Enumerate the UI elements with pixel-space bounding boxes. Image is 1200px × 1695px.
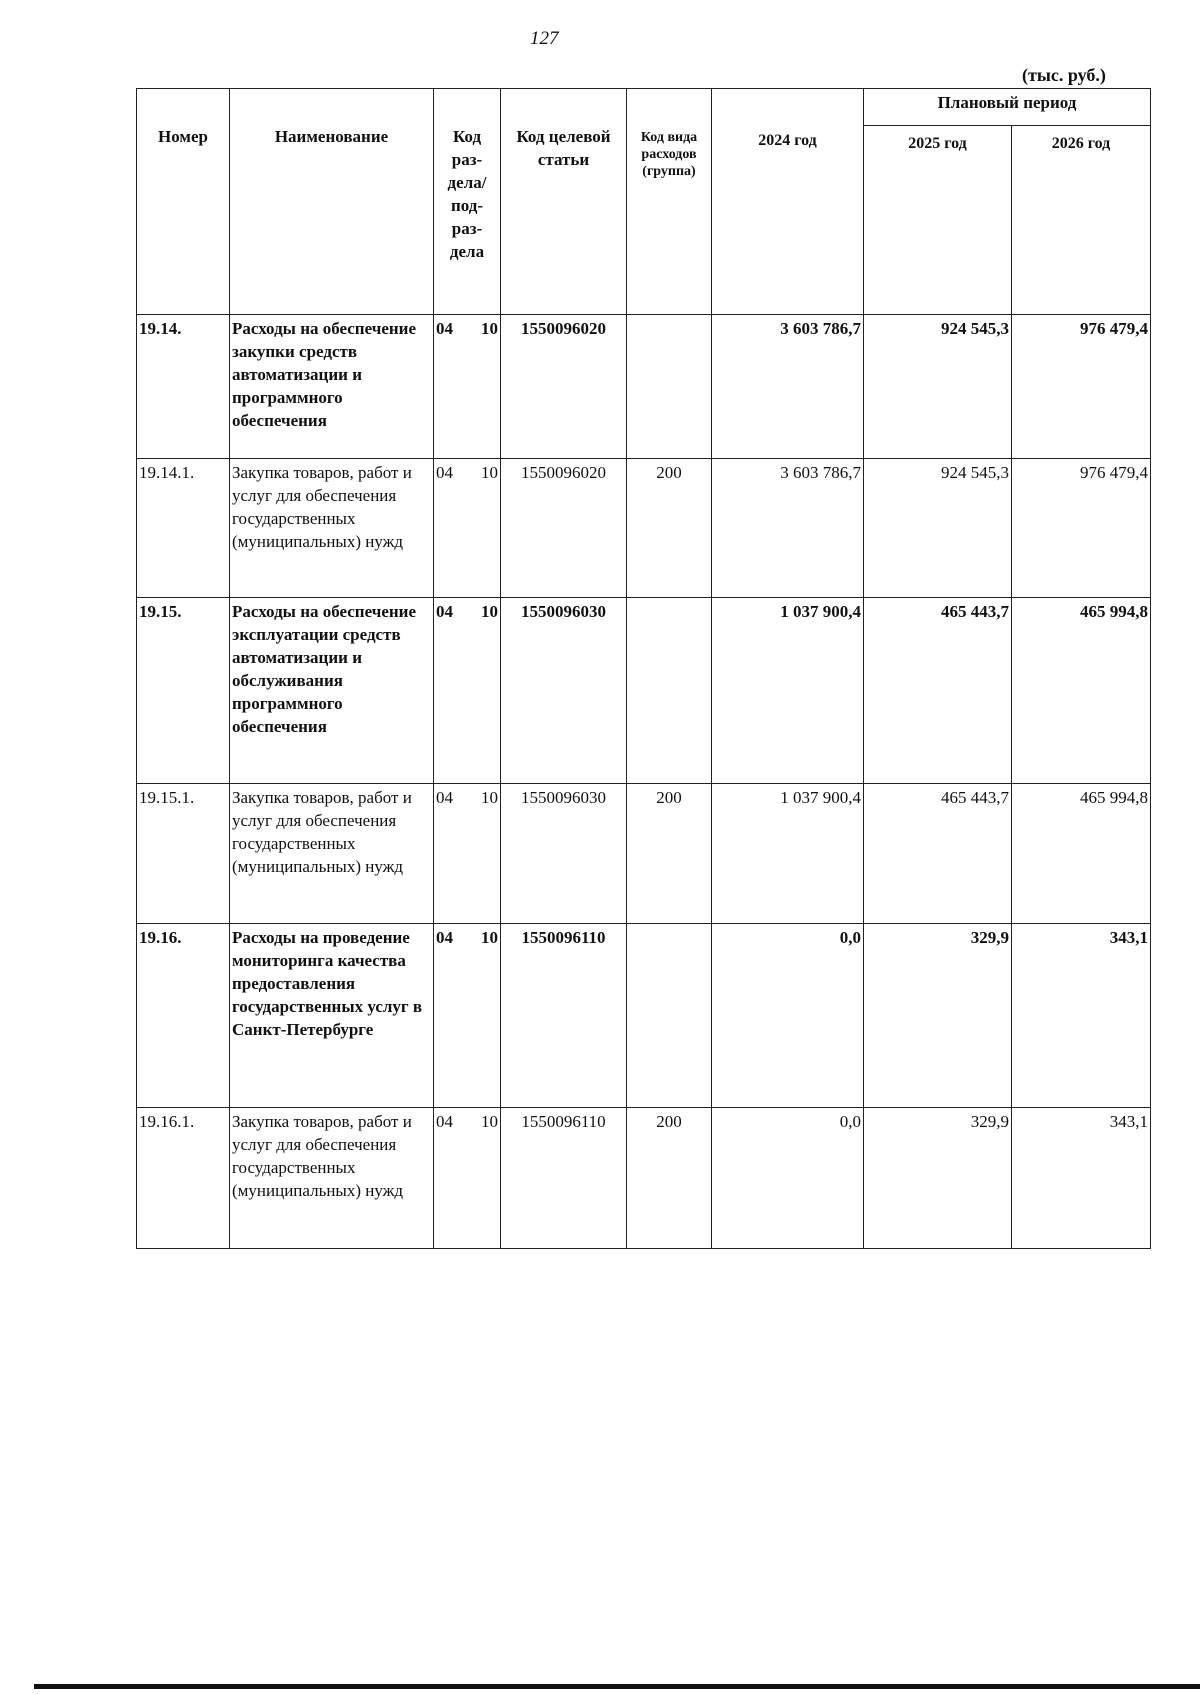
- units-label: (тыс. руб.): [1022, 65, 1106, 85]
- header-2024: 2024 год: [712, 89, 864, 315]
- row-name: Закупка товаров, работ и услуг для обеспечения государственных (муниципальных) нужд: [230, 1108, 434, 1249]
- header-planned-period: Плановый период: [864, 89, 1151, 126]
- row-name: Расходы на обеспечение эксплуатации средств автоматизации и обслуживания программного обеспечения: [230, 598, 434, 784]
- row-2026: 343,1: [1012, 924, 1151, 1108]
- row-name: Расходы на проведение мониторинга качества предоставления государственных услуг в Санкт-Петербурге: [230, 924, 434, 1108]
- row-section-code: 04 10: [434, 459, 501, 598]
- row-target-code: 1550096110: [501, 924, 627, 1108]
- row-name: Закупка товаров, работ и услуг для обеспечения государственных (муниципальных) нужд: [230, 784, 434, 924]
- header-target-code: Код целевой статьи: [501, 89, 627, 315]
- row-name: Расходы на обеспечение закупки средств автоматизации и программного обеспечения: [230, 315, 434, 459]
- header-number: Номер: [137, 89, 230, 315]
- row-section-code: 04 10: [434, 924, 501, 1108]
- row-number: 19.16.: [137, 924, 230, 1108]
- row-2024: 1 037 900,4: [712, 784, 864, 924]
- header-2025: 2025 год: [864, 126, 1012, 315]
- header-expense-type: Код вида расходов (группа): [627, 89, 712, 315]
- row-2024: 3 603 786,7: [712, 459, 864, 598]
- row-target-code: 1550096110: [501, 1108, 627, 1249]
- table-row: [137, 315, 1151, 459]
- row-target-code: 1550096030: [501, 598, 627, 784]
- table-row: [137, 924, 1151, 1108]
- row-target-code: 1550096030: [501, 784, 627, 924]
- row-number: 19.15.: [137, 598, 230, 784]
- scan-edge-divider: [34, 1684, 1200, 1689]
- row-name: Закупка товаров, работ и услуг для обеспечения государственных (муниципальных) нужд: [230, 459, 434, 598]
- row-2026: 465 994,8: [1012, 598, 1151, 784]
- budget-table: [136, 88, 1151, 1249]
- row-2026: 976 479,4: [1012, 459, 1151, 598]
- page-number: 127: [530, 28, 559, 49]
- row-expense-type: 200: [627, 459, 712, 598]
- row-expense-type: 200: [627, 784, 712, 924]
- row-number: 19.14.: [137, 315, 230, 459]
- row-expense-type: [627, 315, 712, 459]
- row-2026: 465 994,8: [1012, 784, 1151, 924]
- header-name: Наименование: [230, 89, 434, 315]
- header-section-code: Код раз-дела/ под-раз-дела: [434, 89, 501, 315]
- row-target-code: 1550096020: [501, 315, 627, 459]
- row-number: 19.15.1.: [137, 784, 230, 924]
- row-expense-type: [627, 598, 712, 784]
- row-2026: 976 479,4: [1012, 315, 1151, 459]
- table-row: [137, 459, 1151, 598]
- row-section-code: 04 10: [434, 784, 501, 924]
- row-2024: 0,0: [712, 924, 864, 1108]
- row-2024: 0,0: [712, 1108, 864, 1249]
- row-2025: 329,9: [864, 1108, 1012, 1249]
- table-row: [137, 598, 1151, 784]
- row-2025: 329,9: [864, 924, 1012, 1108]
- row-expense-type: 200: [627, 1108, 712, 1249]
- row-section-code: 04 10: [434, 315, 501, 459]
- row-2024: 3 603 786,7: [712, 315, 864, 459]
- row-2025: 465 443,7: [864, 784, 1012, 924]
- row-2025: 924 545,3: [864, 315, 1012, 459]
- row-2025: 465 443,7: [864, 598, 1012, 784]
- header-2026: 2026 год: [1012, 126, 1151, 315]
- row-number: 19.16.1.: [137, 1108, 230, 1249]
- row-expense-type: [627, 924, 712, 1108]
- row-2025: 924 545,3: [864, 459, 1012, 598]
- row-target-code: 1550096020: [501, 459, 627, 598]
- table-row: [137, 1108, 1151, 1249]
- row-section-code: 04 10: [434, 598, 501, 784]
- row-2024: 1 037 900,4: [712, 598, 864, 784]
- row-number: 19.14.1.: [137, 459, 230, 598]
- row-2026: 343,1: [1012, 1108, 1151, 1249]
- row-section-code: 04 10: [434, 1108, 501, 1249]
- table-row: [137, 784, 1151, 924]
